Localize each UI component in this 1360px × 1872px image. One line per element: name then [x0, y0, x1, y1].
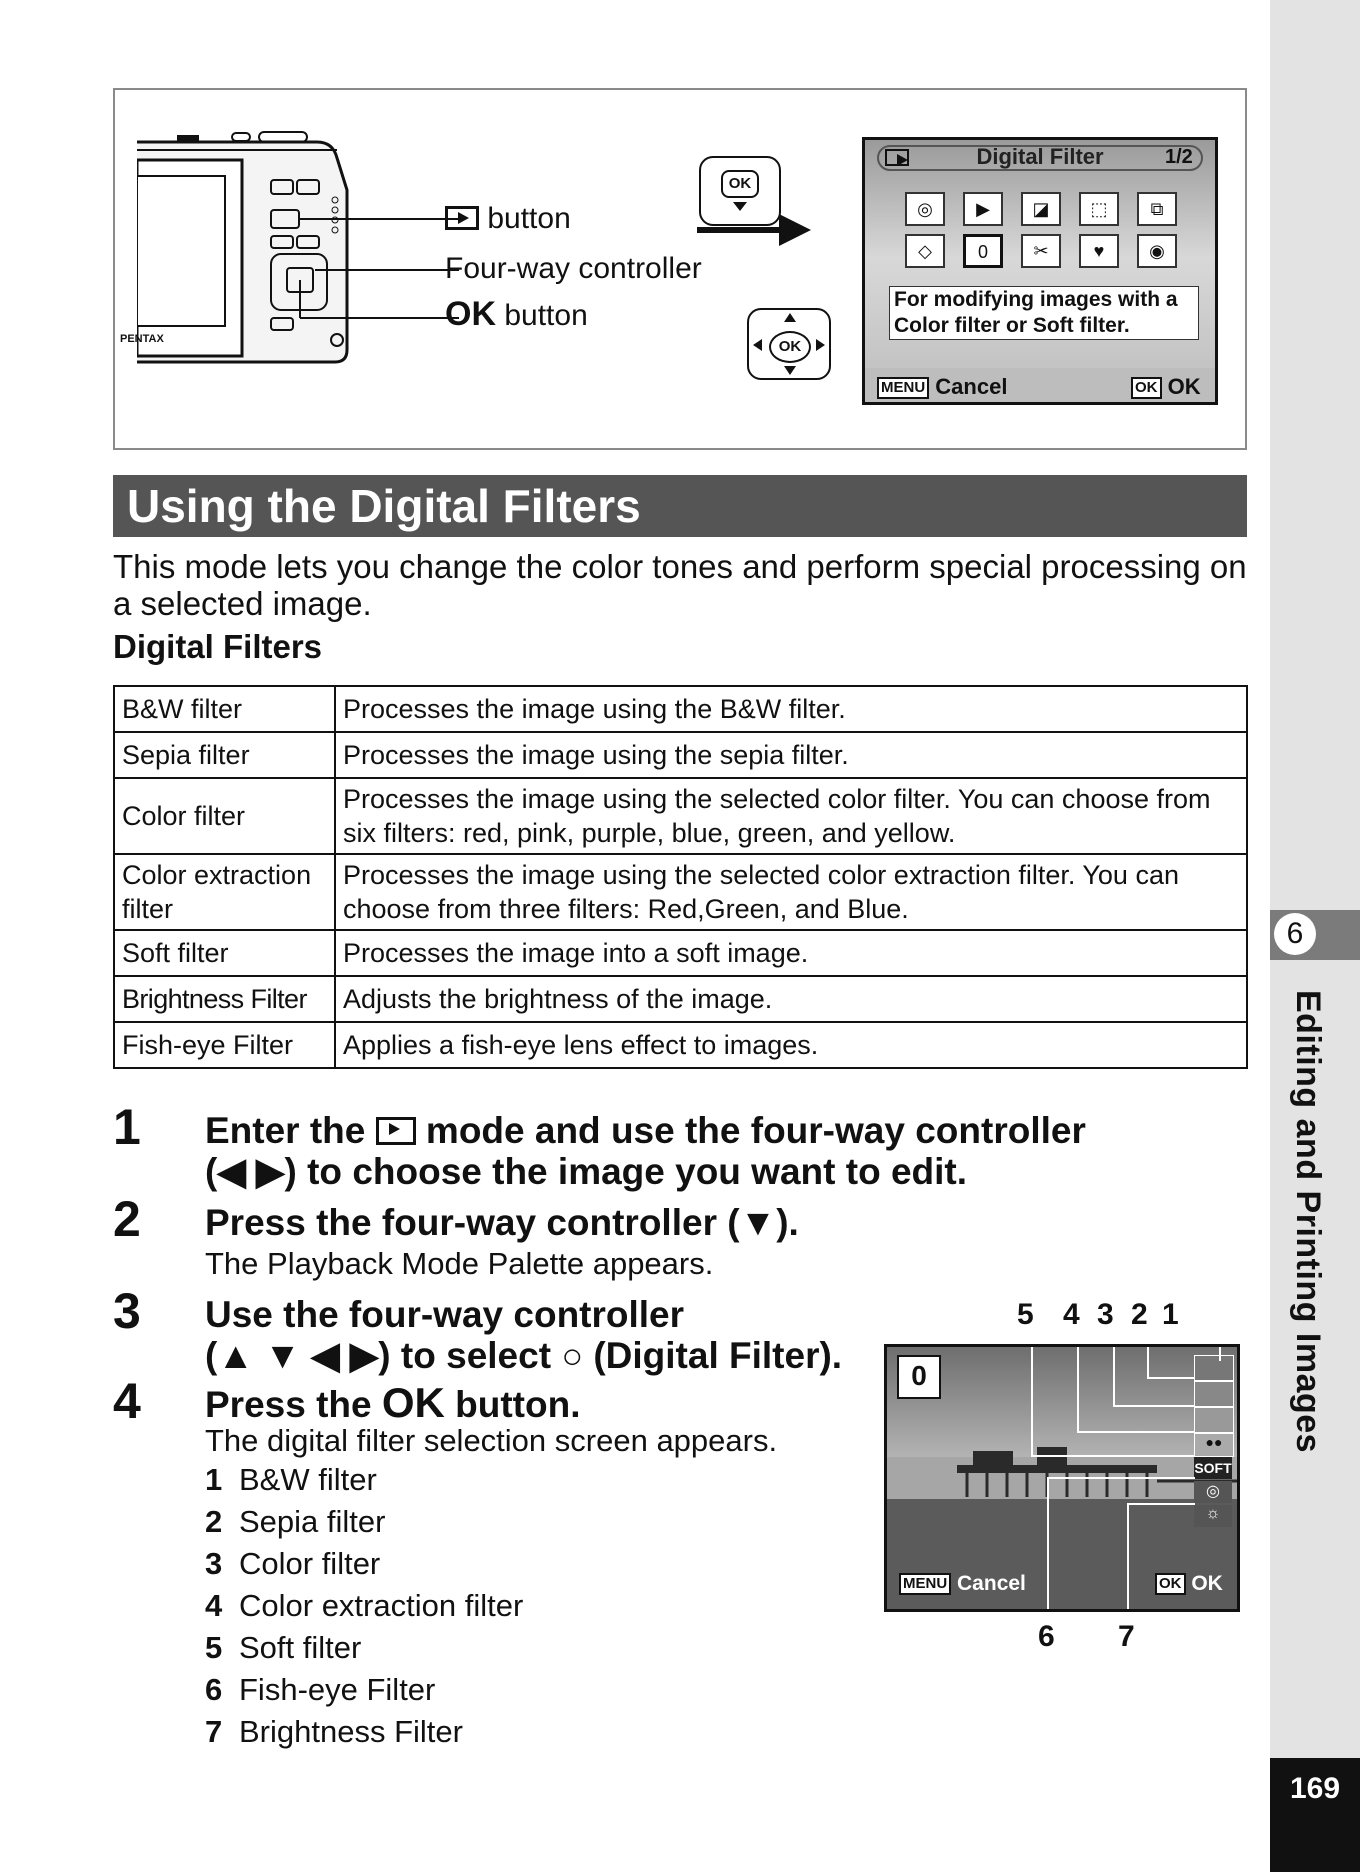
four-way-controller-label: Four-way controller	[445, 252, 702, 285]
list-item: 2 Sepia filter	[205, 1504, 386, 1539]
playback-icon	[445, 206, 479, 230]
chapter-title: Editing and Printing Images	[1289, 990, 1327, 1454]
digital-filter-icon: 0	[963, 234, 1003, 268]
bw-filter-icon	[1194, 1355, 1234, 1381]
list-item: 1 B&W filter	[205, 1462, 377, 1497]
step-4-title: Press the OK button.	[205, 1379, 581, 1426]
cropping-icon: ⬚	[1079, 192, 1119, 226]
filter-list	[205, 1462, 523, 1756]
lcd-description: For modifying images with a Color filter or Soft filter.	[889, 286, 1199, 340]
photo-cancel: MENU Cancel	[899, 1572, 1026, 1596]
lcd-title: Digital Filter	[976, 144, 1104, 169]
filters-heading: Digital Filters	[113, 628, 323, 665]
playback-icon: ▶	[963, 192, 1003, 226]
collage-icon: ✂	[1021, 234, 1061, 268]
table-row: Color extraction filter Processes the image using the selected color extraction filter. You can choose from three filters: Red,Green, and Blue.	[114, 854, 1247, 930]
intro-text: This mode lets you change the color tones and perform special processing on a selected image.	[113, 548, 1247, 622]
play-button-label: button	[445, 202, 571, 236]
table-row: Sepia filter Processes the image using the sepia filter.	[114, 732, 1247, 778]
sepia-filter-icon	[1194, 1381, 1234, 1407]
ok-key-illustration: OK	[699, 156, 781, 226]
step-number: 3	[113, 1283, 141, 1339]
step-4-description: The digital filter selection screen appears.	[205, 1423, 778, 1458]
down-arrow-icon	[784, 366, 796, 375]
callout-4: 4	[1063, 1298, 1080, 1331]
callout-1: 1	[1162, 1298, 1179, 1331]
playback-icon	[376, 1117, 416, 1145]
color-filter-icon	[1194, 1407, 1234, 1433]
shake-reduction-icon: ◎	[905, 192, 945, 226]
step-2-description: The Playback Mode Palette appears.	[205, 1246, 714, 1281]
ok-button-label: OK button	[445, 295, 588, 333]
table-row: Soft filter Processes the image into a soft image.	[114, 930, 1247, 976]
list-item: 4 Color extraction filter	[205, 1588, 524, 1623]
table-row: Fish-eye Filter Applies a fish-eye lens effect to images.	[114, 1022, 1247, 1068]
digital-filter-icon: 0	[897, 1355, 941, 1399]
right-arrow-icon	[816, 339, 825, 351]
camera-back-illustration	[137, 130, 517, 370]
callout-3: 3	[1097, 1298, 1114, 1331]
soft-filter-icon: SOFT	[1194, 1457, 1232, 1479]
callout-6: 6	[1038, 1620, 1055, 1653]
table-row: B&W filter Processes the image using the B&W filter.	[114, 686, 1247, 732]
callout-5: 5	[1017, 1298, 1034, 1331]
list-item: 5 Soft filter	[205, 1630, 362, 1665]
up-arrow-icon	[784, 313, 796, 322]
chapter-number: 6	[1274, 913, 1316, 955]
table-row: Brightness Filter Adjusts the brightness of the image.	[114, 976, 1247, 1022]
list-item: 7 Brightness Filter	[205, 1714, 463, 1749]
filter-table	[113, 685, 1248, 1069]
digital-filter-screen	[862, 137, 1218, 405]
filter-selection-screen	[884, 1344, 1240, 1612]
step-number: 1	[113, 1099, 141, 1155]
list-item: 6 Fish-eye Filter	[205, 1672, 436, 1707]
callout-2: 2	[1131, 1298, 1148, 1331]
resize-icon: ◪	[1021, 192, 1061, 226]
step-3-title: Use the four-way controller (▲ ▼ ◀ ▶) to select ○ (Digital Filter).	[205, 1294, 843, 1376]
fish-eye-icon: ◎	[1194, 1481, 1232, 1503]
step-number: 4	[113, 1373, 141, 1429]
four-way-key-illustration: OK	[747, 308, 831, 380]
step-1-title: Enter the mode and use the four-way controller (◀ ▶) to choose the image you want to edit.	[205, 1110, 1086, 1192]
callout-7: 7	[1118, 1620, 1135, 1653]
color-extraction-icon: ●●	[1194, 1433, 1234, 1457]
digital-filter-icon: ○	[561, 1335, 584, 1376]
brightness-icon: ☼	[1194, 1505, 1232, 1527]
frame-icon: ♥	[1079, 234, 1119, 268]
red-eye-icon: ◉	[1137, 234, 1177, 268]
lcd-footer: MENU Cancel OK OK	[865, 368, 1215, 402]
page-number: 169	[1289, 1772, 1341, 1805]
copy-icon: ⧉	[1137, 192, 1177, 226]
left-arrow-icon	[753, 339, 762, 351]
list-item: 3 Color filter	[205, 1546, 381, 1581]
rotate-icon: ◇	[905, 234, 945, 268]
photo-ok: OK OK	[1155, 1572, 1223, 1596]
section-title: Using the Digital Filters	[113, 475, 1247, 537]
step-number: 2	[113, 1191, 141, 1247]
table-row: Color filter Processes the image using the selected color filter. You can choose from six filters: red, pink, purple, blue, green, and yellow.	[114, 778, 1247, 854]
right-arrow-icon	[695, 210, 815, 250]
lcd-page-indicator: 1/2	[1165, 146, 1193, 168]
step-2-title: Press the four-way controller (▼).	[205, 1202, 799, 1243]
brand-label: PENTAX	[120, 333, 164, 345]
